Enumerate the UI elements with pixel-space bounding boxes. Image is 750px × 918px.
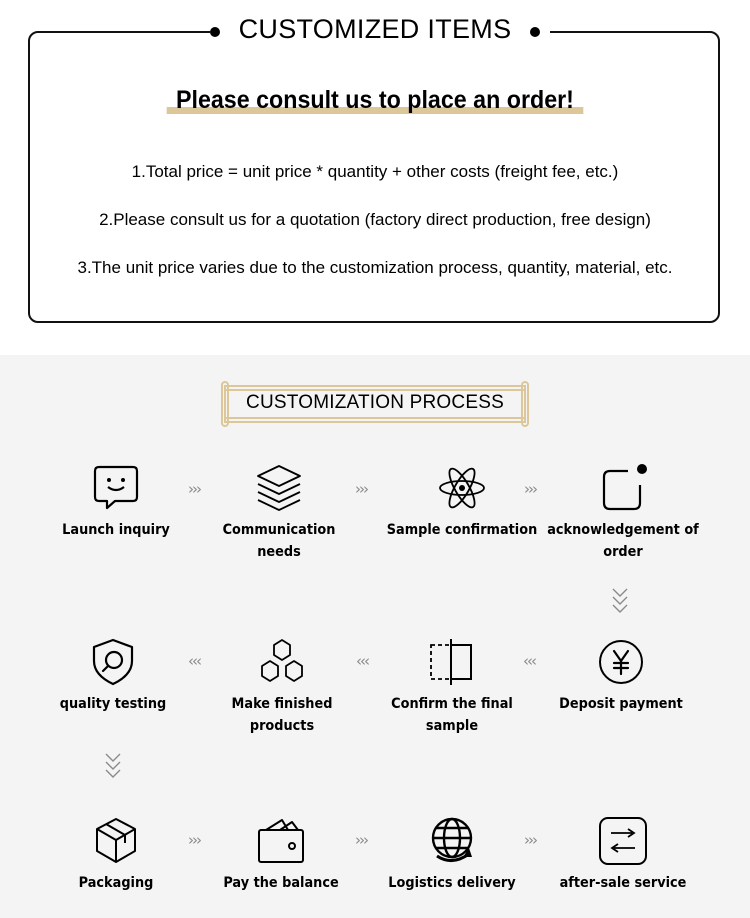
step-label: Logistics delivery	[388, 875, 516, 891]
step-sample-confirmation	[377, 463, 547, 541]
globe-icon	[427, 816, 477, 866]
headline-wrap	[0, 84, 750, 116]
step-label: acknowledgement of order	[547, 522, 699, 560]
process-title: CUSTOMIZATION PROCESS	[246, 392, 504, 413]
arrow-right-1: ›››	[188, 480, 200, 498]
box-icon	[91, 816, 141, 866]
step-packaging	[31, 816, 201, 894]
step-label: Packaging	[78, 875, 154, 891]
arrow-left-1: ‹‹‹	[188, 652, 200, 670]
step-label: Make finished products	[231, 696, 333, 734]
step-confirm-final-sample	[367, 637, 537, 737]
headline: Please consult us to place an order!	[172, 84, 577, 116]
step-label: Communication needs	[222, 522, 336, 560]
arrow-left-3: ‹‹‹	[523, 652, 535, 670]
step-label: Sample confirmation	[386, 522, 538, 538]
step-label: Launch inquiry	[62, 522, 170, 538]
arrow-right-2: ›››	[355, 480, 367, 498]
step-deposit-payment	[536, 637, 706, 715]
step-logistics-delivery	[367, 816, 537, 894]
atom-icon	[437, 463, 487, 513]
yen-coin-icon	[596, 637, 646, 687]
step-launch-inquiry	[31, 463, 201, 541]
exchange-icon	[598, 816, 648, 866]
price-note-3: 3.The unit price varies due to the customization process, quantity, material, etc.	[77, 258, 673, 277]
hexagons-icon	[257, 637, 307, 687]
arrow-left-2: ‹‹‹	[356, 652, 368, 670]
step-quality-testing	[28, 637, 198, 715]
process-title-frame	[221, 381, 529, 427]
process-section	[0, 355, 750, 918]
step-label: Deposit payment	[559, 696, 683, 712]
arrow-right-3: ›››	[524, 480, 536, 498]
step-label: quality testing	[59, 696, 167, 712]
layers-icon	[254, 463, 304, 513]
step-label: after-sale service	[559, 875, 687, 891]
step-make-products	[197, 637, 367, 737]
step-pay-balance	[196, 816, 366, 894]
price-note-2: 2.Please consult us for a quotation (factory direct production, free design)	[99, 210, 651, 229]
step-acknowledgement	[538, 463, 708, 563]
price-note-1: 1.Total price = unit price * quantity + other costs (freight fee, etc.)	[131, 162, 619, 181]
notification-square-icon	[598, 463, 648, 513]
chevron-down-icon	[610, 586, 630, 614]
arrow-right-6: ›››	[524, 831, 536, 849]
section-title: CUSTOMIZED ITEMS	[238, 14, 512, 44]
arrow-right-5: ›››	[355, 831, 367, 849]
arrow-right-4: ›››	[188, 831, 200, 849]
chevron-down-icon	[103, 751, 123, 779]
step-label: Pay the balance	[223, 875, 339, 891]
chat-icon	[91, 463, 141, 513]
shield-search-icon	[88, 637, 138, 687]
step-after-sale	[538, 816, 708, 894]
compare-icon	[427, 637, 477, 687]
wallet-icon	[256, 816, 306, 866]
step-communication-needs	[194, 463, 364, 563]
step-label: Confirm the final sample	[391, 696, 513, 734]
